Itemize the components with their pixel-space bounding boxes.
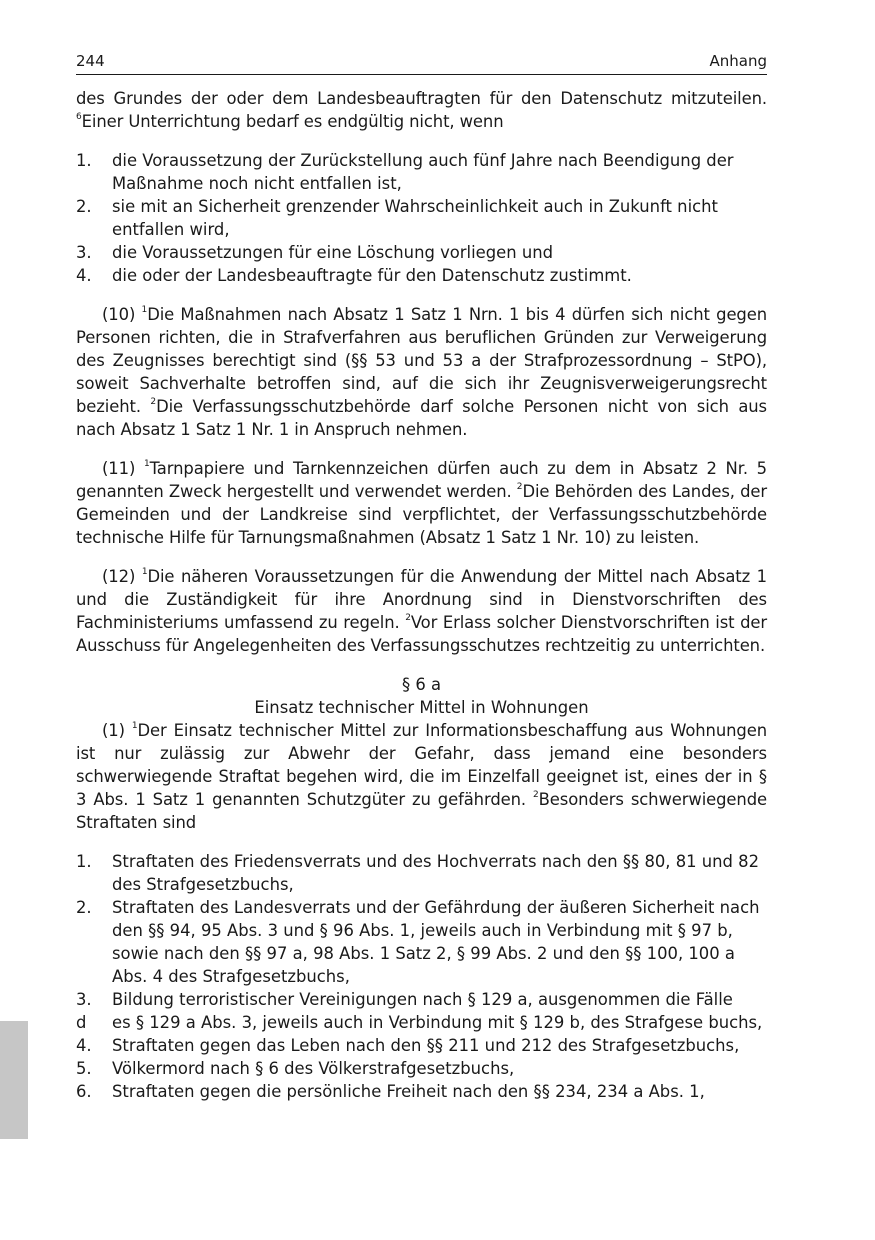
section-number: § 6 a [401,675,442,694]
paragraph-1 [76,719,767,834]
paragraph-text: Tarnpapiere und Tarnkennzeichen dürfen auch zu dem in Absatz 2 Nr. 5 genannten Zweck hergestellt und verwendet werden. [76,459,767,501]
list-text: Straftaten gegen die persönliche Freiheit nach den §§ 234, 234 a Abs. 1, [112,1082,705,1101]
list-number: 4. [76,266,92,285]
list-item [76,264,767,287]
list-text: Straftaten des Friedensverrats und des Hochverrats nach den §§ 80, 81 und 82 des Strafgesetzbuchs, [112,852,760,894]
list-item [76,195,767,241]
list-text: Straftaten gegen das Leben nach den §§ 211 und 212 des Strafgesetzbuchs, [112,1036,740,1055]
paragraph-11 [76,457,767,549]
list-item [76,1034,767,1057]
sentence-number: 2 [150,397,157,407]
paragraph-text: Besonders schwerwiegende Straftaten sind [76,790,767,832]
paragraph-text: Vor Erlass solcher Dienstvorschriften ist der Ausschuss für Angelegenheiten des Verfassungsschutzes rechtzeitig zu unterrichten. [76,613,767,655]
page-number: 244 [76,52,105,70]
list-number: 1. [76,852,92,871]
list-item [76,1080,767,1103]
section-heading [76,673,767,719]
thumb-index-tab [0,1021,28,1139]
list-text: Straftaten des Landesverrats und der Gefährdung der äußeren Sicherheit nach den §§ 94, 95 Abs. 3 und § 96 Abs. 1, jeweils auch in Verbindung mit § 97 b, sowie nach den §§ 97 a, 98 Abs. 1 Satz 2, § 99 Abs. 2 und den §§ 100, 100 a Abs. 4 des Strafgesetzbuchs, [112,898,760,986]
list-item [76,1011,767,1034]
sentence-number: 1 [141,305,148,315]
intro-text-b: Einer Unterrichtung bedarf es endgültig nicht, wenn [81,112,504,131]
list-number: 1. [76,151,92,170]
list-item [76,988,767,1011]
sentence-number: 2 [405,613,411,623]
list-number: 5. [76,1059,92,1078]
list-text: es § 129 a Abs. 3, jeweils auch in Verbindung mit § 129 b, des Strafgese buchs, [112,1013,763,1032]
list-number: 4. [76,1036,92,1055]
paragraph-text: Die Maßnahmen nach Absatz 1 Satz 1 Nrn. 1 bis 4 dürfen sich nicht gegen Personen richten, die in Strafverfahren aus beruflichen Gründen zur Verweigerung des Zeugnisses berechtigt sind (§§ 53 und 53 a der Strafprozessordnung – StPO), soweit Sachverhalte betroffen sind, auf die sich ihr Zeugnisverweigerungsrecht bezieht. [76,305,767,416]
paragraph-label: (12) [102,567,142,586]
intro-paragraph [76,87,767,133]
sentence-number: 2 [533,790,539,800]
list-item [76,149,767,195]
sentence-number: 1 [141,567,148,577]
paragraph-text: Die Verfassungsschutzbehörde darf solche Personen nicht von sich aus nach Absatz 1 Satz 1 Nr. 1 in Anspruch nehmen. [76,397,767,439]
list-text: Bildung terroristischer Vereinigungen nach § 129 a, ausgenommen die Fälle [112,990,733,1009]
sentence-number: 1 [143,459,150,469]
sentence-number: 1 [131,721,138,731]
list-text: die oder der Landesbeauftragte für den Datenschutz zustimmt. [112,266,632,285]
enumerated-list-1 [76,149,767,287]
section-title: Anhang [709,52,767,70]
list-text: die Voraussetzung der Zurückstellung auch fünf Jahre nach Beendigung der Maßnahme noch nicht entfallen ist, [112,151,734,193]
list-text: Völkermord nach § 6 des Völkerstrafgesetzbuchs, [112,1059,515,1078]
paragraph-text: Der Einsatz technischer Mittel zur Informationsbeschaffung aus Wohnungen ist nur zulässig zur Abwehr der Gefahr, dass jemand eine besonders schwerwiegende Straftat begehen wird, die im Einzelfall geeignet ist, eines der in § 3 Abs. 1 Satz 1 genannten Schutzgüter zu gefährden. [76,721,767,809]
list-number: 3. [76,990,92,1009]
intro-text-a: des Grundes der oder dem Landesbeauftragten für den Datenschutz mitzuteilen. [76,89,767,108]
list-item [76,896,767,988]
paragraph-label: (11) [102,459,144,478]
list-number: 2. [76,898,92,917]
list-number: d [76,1013,87,1032]
paragraph-text: Die näheren Voraussetzungen für die Anwendung der Mittel nach Absatz 1 und die Zuständigkeit für ihre Anordnung sind in Dienstvorschriften des Fachministeriums umfassend zu regeln. [76,567,767,632]
list-item [76,850,767,896]
paragraph-12 [76,565,767,657]
running-header [76,50,767,75]
list-number: 2. [76,197,92,216]
document-page [76,50,767,1103]
list-text: die Voraussetzungen für eine Löschung vorliegen und [112,243,554,262]
enumerated-list-2 [76,850,767,1103]
section-heading-title: Einsatz technischer Mittel in Wohnungen [254,698,589,717]
paragraph-label: (10) [102,305,142,324]
list-item [76,1057,767,1080]
list-number: 3. [76,243,92,262]
sentence-number: 2 [516,482,523,492]
list-number: 6. [76,1082,92,1101]
paragraph-text: Die Behörden des Landes, der Gemeinden und der Landkreise sind verpflichtet, der Verfassungsschutzbehörde technische Hilfe für Tarnungsmaßnahmen (Absatz 1 Satz 1 Nr. 10) zu leisten. [76,482,767,547]
list-text: sie mit an Sicherheit grenzender Wahrscheinlichkeit auch in Zukunft nicht entfallen wird, [112,197,718,239]
list-item [76,241,767,264]
sentence-number: 6 [76,112,82,122]
paragraph-10 [76,303,767,441]
paragraph-label: (1) [102,721,132,740]
